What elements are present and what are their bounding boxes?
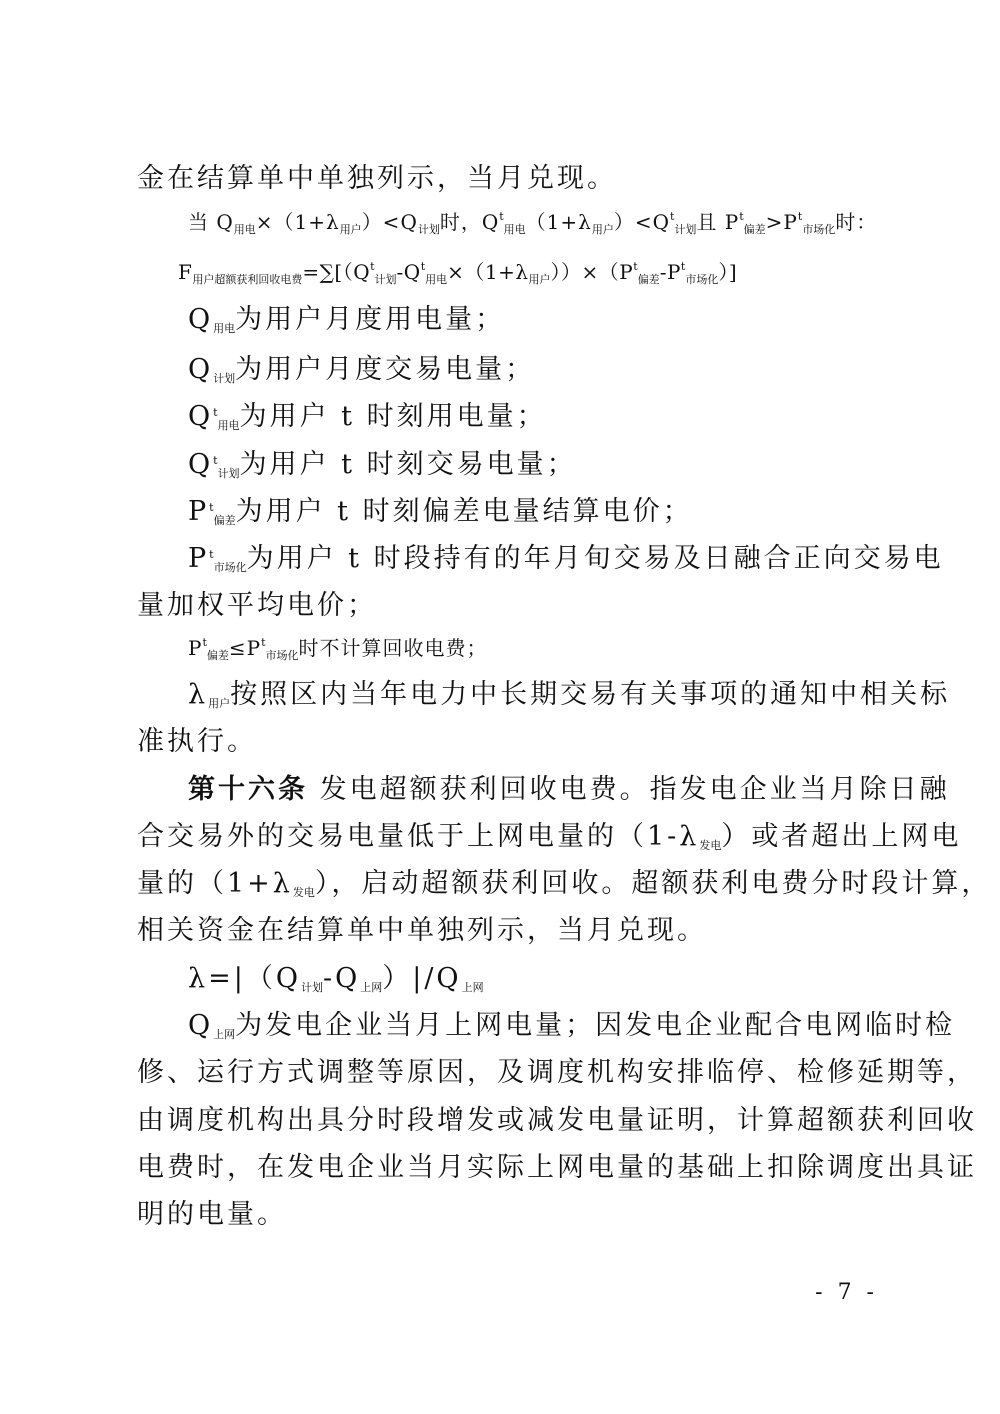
article-16-line: 量的$(1+\lambda_{发电})$，启动超额获利回收。超额获利电费分时段计算， <box>137 868 992 899</box>
definition-line-continued: 由调度机构出具分时段增发或减发电量证明，计算超额获利回收 <box>137 1105 977 1136</box>
definition-line-continued: 量加权平均电价； <box>137 590 377 621</box>
definition-line: $P^t_{市场化}$为用户 t 时段持有的年月旬交易及日融合正向交易电 <box>188 543 944 574</box>
page-number: - 7 - <box>815 1280 878 1305</box>
formula-lambda: $\lambda=|(Q_{计划}-Q_{上网})|/Q_{上网}$ <box>188 963 484 994</box>
formula-user-recovery-fee: $F_{用户超额获利回收电费}=\sum[(Q^t_{计划}-Q^t_{用电}\times(1+\lambda_{用户}))\times(P^t_{偏差}-P^t_{市场化})]$ <box>178 260 738 286</box>
definition-line: $Q_{计划}$为用户月度交易电量； <box>188 354 536 385</box>
article-heading: 第十六条 <box>188 774 308 805</box>
definition-line: $P^t_{偏差}\le P^t_{市场化}$时不计算回收电费； <box>188 636 488 662</box>
definition-line: $\lambda_{用户}$按照区内当年电力中长期交易有关事项的通知中相关标 <box>188 679 951 710</box>
definition-line: $P^t_{偏差}$为用户 t 时刻偏差电量结算电价； <box>188 496 693 527</box>
article-16-line: 第十六条 发电超额获利回收电费。指发电企业当月除日融 <box>188 774 950 805</box>
paragraph-line: 金在结算单中单独列示，当月兑现。 <box>137 163 617 194</box>
definition-line: $Q^t_{计划}$为用户 t 时刻交易电量； <box>188 449 577 480</box>
definition-line-continued: 电费时，在发电企业当月实际上网电量的基础上扣除调度出具证 <box>137 1152 977 1183</box>
definition-line-continued: 明的电量。 <box>137 1199 287 1230</box>
definition-line-continued: 准执行。 <box>137 726 257 757</box>
article-16-line: 相关资金在结算单中单独列示，当月兑现。 <box>137 915 707 946</box>
definition-line-continued: 修、运行方式调整等原因，及调度机构安排临停、检修延期等， <box>137 1057 977 1088</box>
definition-line: $Q_{上网}$为发电企业当月上网电量；因发电企业配合电网临时检 <box>188 1010 956 1041</box>
formula-condition: 当 $Q_{用电}\times(1+\lambda_{用户})<Q_{计划}$时，$Q^t_{用电}(1+\lambda_{用户})<Q^t_{计划}$且 $P^t_{偏差}>P^t_{市场化}$时： <box>188 210 878 236</box>
definition-line: $Q^t_{用电}$为用户 t 时刻用电量； <box>188 401 547 432</box>
article-16-line: 合交易外的交易电量低于上网电量的$(1-\lambda_{发电})$或者超出上网电 <box>137 821 962 852</box>
definition-line: $Q_{用电}$为用户月度用电量； <box>188 304 506 335</box>
